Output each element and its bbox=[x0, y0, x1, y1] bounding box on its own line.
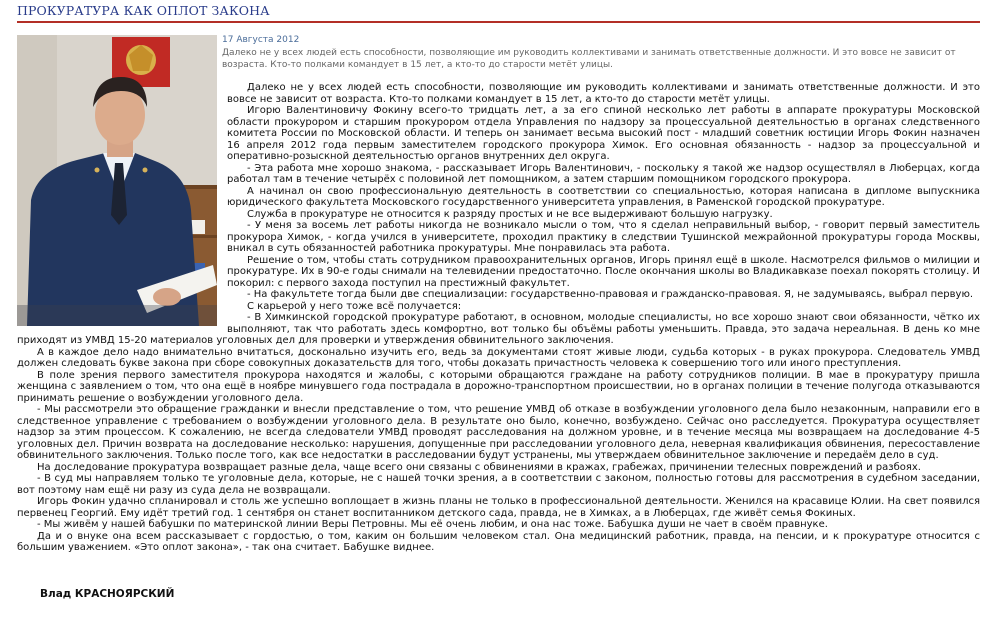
article-paragraph: Служба в прокуратуре не относится к разряду простых и не все выдерживают большую нагрузку. bbox=[247, 208, 773, 220]
article-paragraph: А в каждое дело надо внимательно вчитаться, досконально изучить его, ведь за документами стоят живые люди, судьба которых - в руках прокурора. Следователь УМВД должен следовать букве закона при сборе совокупных доказательств для того, чтобы доказать причастность человека к совершению того или иного преступления. bbox=[17, 346, 980, 369]
article-body bbox=[17, 82, 980, 554]
article-paragraph: - В суд мы направляем только те уголовные дела, которые, не с нашей точки зрения, а в соответствии с законом, полностью готовы для рассмотрения в судебном заседании, вот поэтому нам ещё ни разу из суда дела не возвращали. bbox=[17, 473, 980, 496]
article-paragraph: С карьерой у него тоже всё получается: bbox=[247, 300, 462, 312]
article-paragraph: - Мы живём у нашей бабушки по материнской линии Веры Петровны. Мы её очень любим, и она нас тоже. Бабушка души не чает в своём правнуке. bbox=[37, 519, 828, 530]
article-paragraph: - У меня за восемь лет работы никогда не возникало мысли о том, что я сделал неправильный выбор, - говорит первый заместитель прокурора Химок, - когда учился в университете, проходил практику в следствии Тушинской межрайонной прокуратуры города Москвы, вникал в суть обязанностей работника прокуратуры. Мне понравилась эта работа. bbox=[227, 220, 980, 254]
article-paragraph: Игорю Валентиновичу Фокину всего-то тридцать лет, а за его спиной несколько лет работы в аппарате прокуратуры Московской области прокурором и старшим прокурором отдела Управления по надзору за процессуальной деятельностью в органах следственного комитета России по Московской области. И теперь он занимает весьма высокий пост - младший советник юстиции Игорь Фокин назначен 16 апреля 2012 года первым заместителем городского прокурора Химок. Его основная обязанность - надзор за процессуальной и оперативно-розыскной деятельностью органов внутренних дел округа. bbox=[227, 105, 980, 162]
article-author: Влад КРАСНОЯРСКИЙ bbox=[40, 588, 175, 600]
article-paragraph: - Мы рассмотрели это обращение гражданки и внесли представление о том, что решение УМВД об отказе в возбуждении уголовного дела было незаконным, направили его в следственное управление с требованием о возбуждении уголовного дела. В результате оно было, конечно, возбуждено. Сейчас оно расследуется. Прокуратура осуществляет надзор за этим процессом. К сожалению, не всегда следователи УМВД проводят расследования на должном уровне, и в течение месяца мы возвращаем на доследование 4-5 уголовных дел. Причин возврата на доследование несколько: нарушения, допущенные при расследовании уголовного дела, неверная квалификация обвинения, пересоставление обвинительного заключения. Только после того, как все недостатки в расследовании будут устранены, мы утверждаем обвинительное заключение и передаём дело в суд. bbox=[17, 404, 980, 461]
article-paragraph: В поле зрения первого заместителя прокурора находятся и жалобы, с которыми обращаются граждане на работу сотрудников полиции. В мае в прокуратуру пришла женщина с заявлением о том, что она ещё в ноябре минувшего года пострадала в дорожно-транспортном происшествии, но в органах полиции в течение полугода отказываются принимать решение о возбуждении уголовного дела. bbox=[17, 369, 980, 404]
title-divider bbox=[17, 21, 980, 23]
article-lead: Далеко не у всех людей есть способности, позволяющие им руководить коллективами и занимать ответственные должности. И это вовсе не зависит от возраста. Кто-то полками командует в 15 лет, а кто-то до старости метёт улицы. bbox=[222, 48, 956, 70]
photo-spacer bbox=[17, 82, 227, 328]
article-paragraph: Да и о внуке она всем рассказывает с гордостью, о том, каким он большим человеком стал. Она медицинский работник, правда, на пенсии, и к прокуратуре относится с большим уважением. «Это оплот закона», - так она считает. Бабушке виднее. bbox=[17, 530, 980, 553]
article-paragraph: - В Химкинской городской прокуратуре работают, в основном, молодые специалисты, но все хорошо знают свои обязанности, чётко их выполняют, так что работать здесь комфортно, вот только бы объёмы работы уменьшить. Правда, это задача нереальная. В день ко мне приходят из УМВД 15-20 материалов уголовных дел для проверки и утверждения обвинительного заключения. bbox=[17, 312, 980, 346]
article-paragraph: - Эта работа мне хорошо знакома, - рассказывает Игорь Валентинович, - поскольку я такой же надзор осуществлял в Люберцах, когда работал там в течение четырёх с половиной лет помощником, а затем старшим помощником городского прокурора. bbox=[227, 162, 980, 185]
article-paragraph: Решение о том, чтобы стать сотрудником правоохранительных органов, Игорь принял ещё в школе. Насмотрелся фильмов о милиции и прокуратуре. Их в 90-е годы снимали на телевидении предостаточно. После окончания школы во Владикавказе поехал покорять столицу. И покорил: с первого захода поступил на престижный факультет. bbox=[227, 254, 980, 289]
article-paragraph: Игорь Фокин удачно спланировал и столь же успешно воплощает в жизнь планы не только в профессиональной деятельности. Женился на красавице Юлии. На свет появился первенец Георгий. Ему идёт третий год. 1 сентября он станет воспитанником детского сада, правда, не в Химках, а в Люберцах, где живёт семья Фокиных. bbox=[17, 496, 980, 519]
article-paragraph: На доследование прокуратура возвращает разные дела, чаще всего они связаны с обвинениями в кражах, грабежах, причинении телесных повреждений и разбоях. bbox=[37, 461, 921, 473]
article-title[interactable]: ПРОКУРАТУРА КАК ОПЛОТ ЗАКОНА bbox=[17, 3, 270, 18]
article-paragraph: А начинал он свою профессиональную деятельность в соответствии со специальностью, которая написана в дипломе выпускника юридического факультета Московского государственного университета управления, в Раменской городской прокуратуре. bbox=[227, 185, 980, 208]
article-paragraph: - На факультете тогда были две специализации: государственно-правовая и гражданско-правовая. Я, не задумываясь, выбрал первую. bbox=[247, 289, 974, 300]
article-date: 17 Августа 2012 bbox=[222, 35, 300, 45]
article-paragraph: Далеко не у всех людей есть способности, позволяющие им руководить коллективами и занимать ответственные должности. И это вовсе не зависит от возраста. Кто-то полками командует в 15 лет, а кто-то до старости метёт улицы. bbox=[227, 82, 980, 105]
